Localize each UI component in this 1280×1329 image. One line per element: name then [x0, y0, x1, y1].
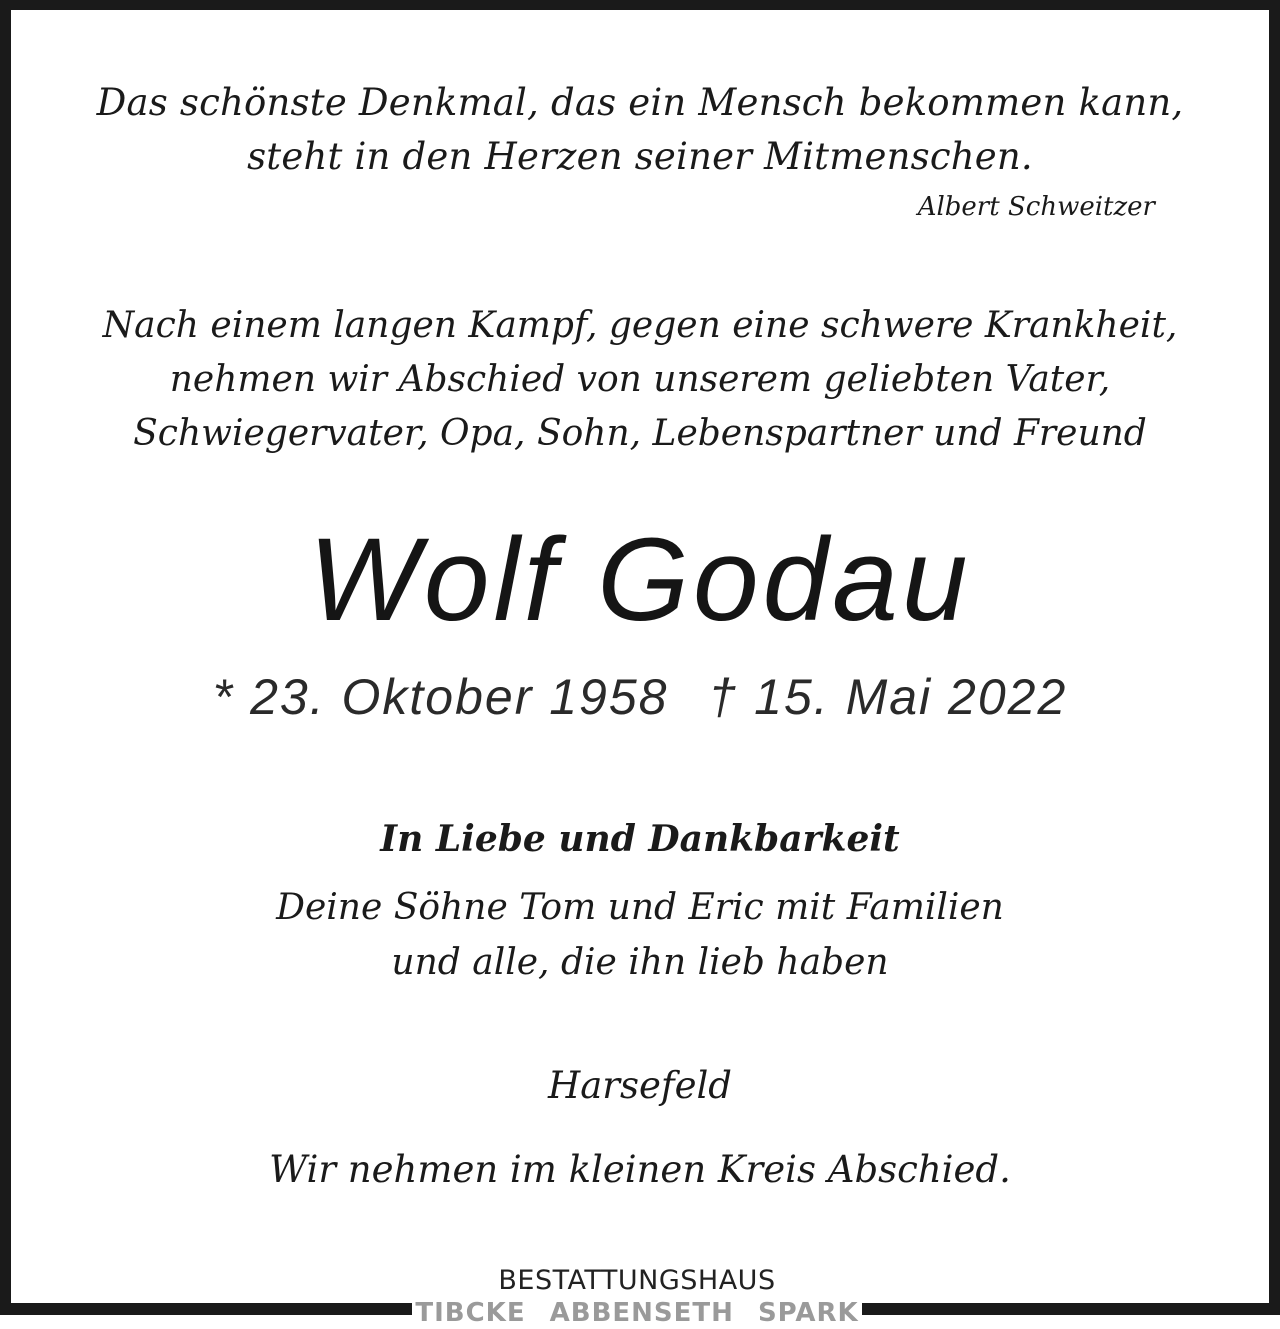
quote-line-2: steht in den Herzen seiner Mitmenschen. [247, 135, 1033, 178]
intro-line-2: nehmen wir Abschied von unserem geliebten Vater, [169, 359, 1111, 400]
birth-date: * 23. Oktober 1958 [212, 669, 669, 725]
life-dates [0, 668, 1280, 726]
quote-line-1: Das schönste Denkmal, das ein Mensch bekommen kann, [96, 81, 1184, 124]
closing-title: In Liebe und Dankbarkeit [380, 818, 900, 860]
logo-names: TIBCKE ABBENSETH SPARK [415, 1298, 859, 1328]
funeral-home-logo [412, 1248, 862, 1329]
intro-line-1: Nach einem langen Kampf, gegen eine schwere Krankheit, [102, 305, 1178, 346]
death-date: † 15. Mai 2022 [708, 669, 1068, 725]
frame-bottom-left [0, 1303, 412, 1315]
mourners-line-2: und alle, die ihn lieb haben [391, 942, 889, 983]
intro-text [0, 299, 1280, 461]
place: Harsefeld [547, 1064, 732, 1107]
logo-title-text: BESTATTUNGSHAUS [498, 1265, 776, 1296]
frame-bottom-right [862, 1303, 1280, 1315]
quote-author: Albert Schweitzer [917, 192, 1155, 222]
farewell-note: Wir nehmen im kleinen Kreis Abschied. [269, 1148, 1011, 1191]
logo-title [498, 1266, 775, 1296]
quote [0, 76, 1280, 184]
mourners [0, 880, 1280, 990]
deceased-name: Wolf Godau [308, 514, 972, 646]
mourners-line-1: Deine Söhne Tom und Eric mit Familien [276, 887, 1004, 928]
intro-line-3: Schwiegervater, Opa, Sohn, Lebenspartner und Freund [133, 413, 1147, 454]
